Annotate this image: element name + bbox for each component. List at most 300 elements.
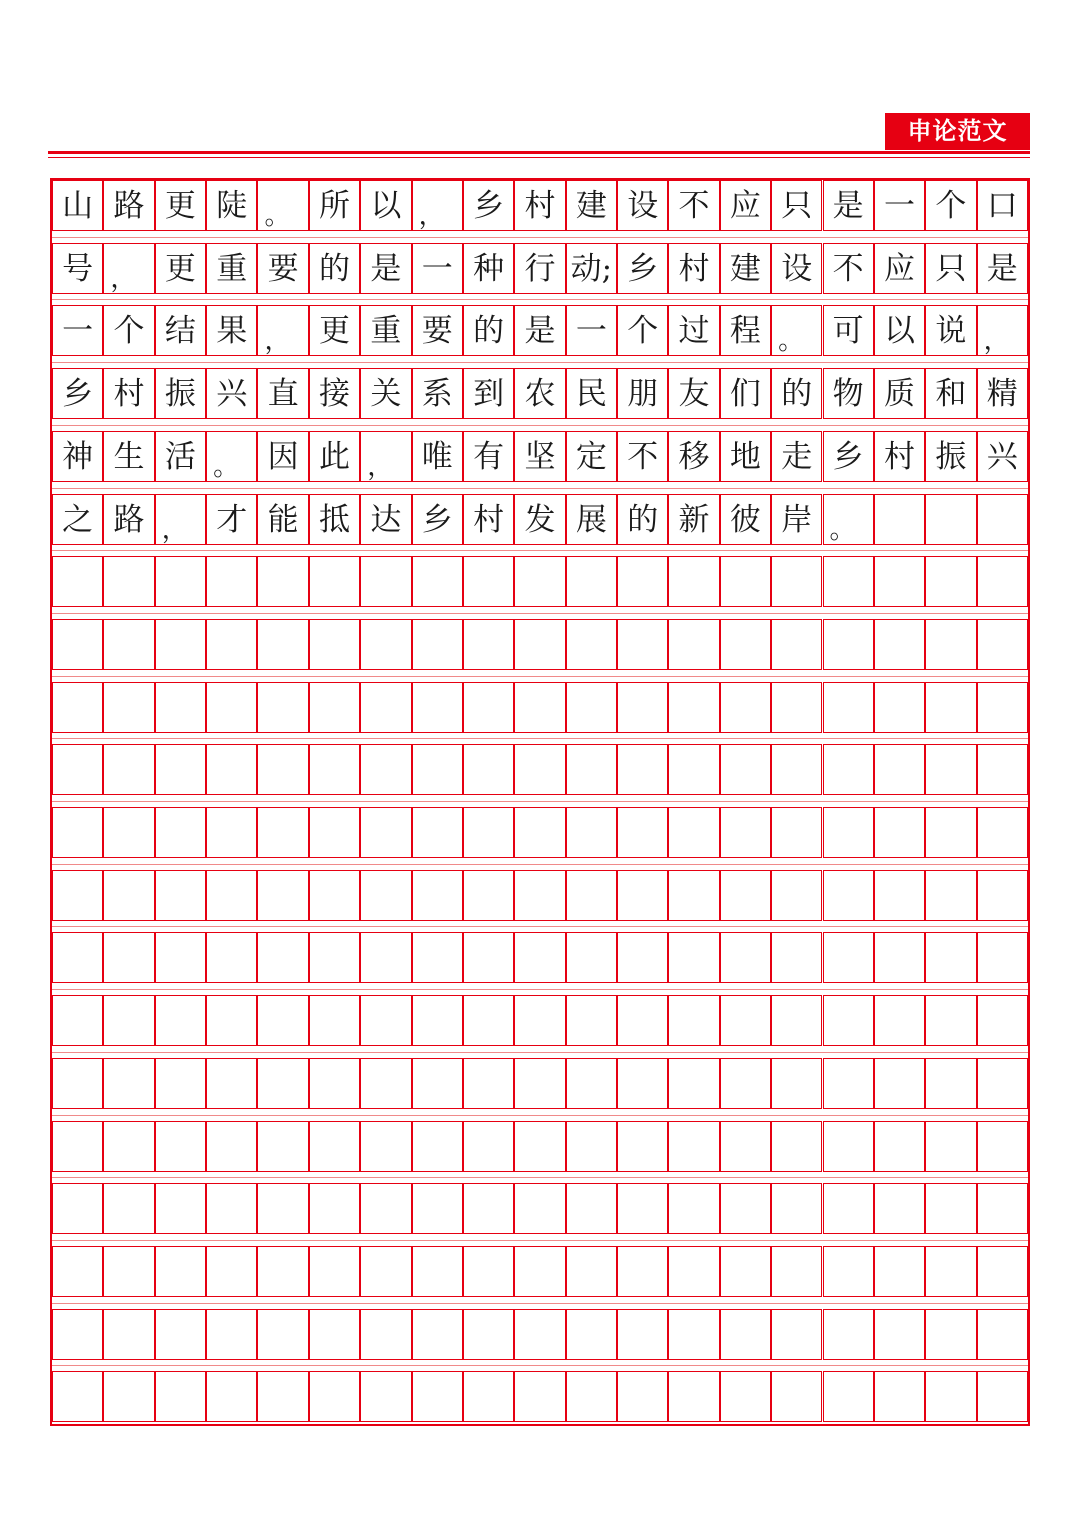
grid-cell: 到	[463, 368, 514, 419]
grid-cell	[155, 1183, 206, 1234]
grid-row	[52, 1058, 1028, 1109]
row-gap-line	[52, 550, 1028, 551]
grid-cell	[155, 870, 206, 921]
grid-cell	[206, 1121, 257, 1172]
grid-cell	[977, 1309, 1028, 1360]
grid-cell	[52, 1121, 103, 1172]
grid-cell	[463, 556, 514, 607]
grid-cell: 个	[617, 305, 668, 356]
grid-cell	[309, 1371, 360, 1422]
grid-cell	[566, 1371, 617, 1422]
grid-cell	[463, 1371, 514, 1422]
grid-cell	[206, 619, 257, 670]
grid-cell	[720, 1246, 771, 1297]
row-gap-line	[52, 1052, 1028, 1053]
grid-row	[52, 305, 1028, 356]
grid-cell: 村	[463, 494, 514, 545]
grid-cell	[925, 932, 976, 983]
grid-cell	[771, 870, 822, 921]
grid-cell: 村	[668, 243, 719, 294]
grid-cell: 路	[103, 494, 154, 545]
row-gap-line	[52, 1177, 1028, 1178]
grid-cell: 不	[617, 431, 668, 482]
grid-cell	[874, 556, 925, 607]
grid-cell: 此	[309, 431, 360, 482]
grid-cell	[103, 682, 154, 733]
grid-cell	[360, 556, 411, 607]
grid-cell: 建	[566, 180, 617, 231]
grid-row	[52, 870, 1028, 921]
grid-cell: 种	[463, 243, 514, 294]
grid-cell	[309, 807, 360, 858]
grid-cell	[925, 995, 976, 1046]
grid-cell	[514, 1371, 565, 1422]
grid-cell	[257, 1371, 308, 1422]
grid-cell	[103, 556, 154, 607]
grid-cell: 应	[874, 243, 925, 294]
grid-cell	[668, 932, 719, 983]
grid-cell	[925, 1309, 976, 1360]
grid-cell: 因	[257, 431, 308, 482]
grid-cell	[771, 1309, 822, 1360]
grid-cell: ，	[257, 305, 308, 356]
grid-cell	[103, 1371, 154, 1422]
grid-cell	[103, 1183, 154, 1234]
grid-cell	[463, 619, 514, 670]
row-gap-line	[52, 425, 1028, 426]
grid-cell	[360, 932, 411, 983]
grid-cell: 说	[925, 305, 976, 356]
grid-cell	[463, 1309, 514, 1360]
grid-cell: 是	[823, 180, 874, 231]
grid-cell	[720, 870, 771, 921]
grid-cell: 重	[360, 305, 411, 356]
grid-cell: 。	[823, 494, 874, 545]
grid-cell: 坚	[514, 431, 565, 482]
grid-row	[52, 368, 1028, 419]
grid-cell	[566, 556, 617, 607]
grid-cell: 的	[463, 305, 514, 356]
grid-cell: 直	[257, 368, 308, 419]
grid-cell	[360, 1309, 411, 1360]
grid-cell: 路	[103, 180, 154, 231]
grid-cell	[52, 682, 103, 733]
grid-cell: 以	[360, 180, 411, 231]
grid-cell: 只	[925, 243, 976, 294]
grid-cell	[720, 807, 771, 858]
grid-cell	[360, 1371, 411, 1422]
grid-cell	[52, 556, 103, 607]
grid-cell	[823, 1121, 874, 1172]
grid-cell	[52, 619, 103, 670]
grid-cell	[668, 1371, 719, 1422]
grid-cell	[771, 682, 822, 733]
grid-cell	[977, 932, 1028, 983]
grid-cell	[925, 682, 976, 733]
grid-cell	[257, 1246, 308, 1297]
grid-cell	[874, 995, 925, 1046]
grid-cell	[720, 744, 771, 795]
grid-cell	[412, 1246, 463, 1297]
grid-cell	[874, 744, 925, 795]
grid-cell: 振	[155, 368, 206, 419]
row-gap-line	[52, 738, 1028, 739]
grid-cell	[720, 1121, 771, 1172]
grid-cell	[925, 619, 976, 670]
grid-cell: 农	[514, 368, 565, 419]
grid-cell	[463, 1246, 514, 1297]
grid-cell	[566, 807, 617, 858]
grid-cell	[771, 744, 822, 795]
grid-cell	[103, 619, 154, 670]
grid-cell	[155, 1309, 206, 1360]
grid-cell	[463, 1058, 514, 1109]
grid-cell	[206, 744, 257, 795]
grid-cell: 重	[206, 243, 257, 294]
grid-cell	[771, 619, 822, 670]
grid-cell	[566, 995, 617, 1046]
header-rule-thick	[48, 151, 1030, 154]
grid-cell	[155, 995, 206, 1046]
grid-cell	[668, 1183, 719, 1234]
grid-row	[52, 995, 1028, 1046]
grid-cell	[823, 1246, 874, 1297]
grid-cell	[668, 807, 719, 858]
grid-cell	[514, 807, 565, 858]
grid-cell	[155, 1371, 206, 1422]
essay-type-badge: 申论范文	[885, 113, 1030, 150]
grid-cell	[668, 1058, 719, 1109]
grid-cell	[206, 682, 257, 733]
grid-row	[52, 1183, 1028, 1234]
grid-cell: 和	[925, 368, 976, 419]
grid-cell	[103, 932, 154, 983]
grid-cell	[463, 744, 514, 795]
grid-cell	[874, 1058, 925, 1109]
grid-cell: 应	[720, 180, 771, 231]
grid-cell	[874, 932, 925, 983]
grid-cell	[412, 1121, 463, 1172]
grid-cell: 。	[257, 180, 308, 231]
grid-cell: 一	[874, 180, 925, 231]
grid-cell	[617, 1309, 668, 1360]
grid-cell	[925, 494, 976, 545]
grid-row	[52, 807, 1028, 858]
grid-cell: 之	[52, 494, 103, 545]
grid-cell	[309, 619, 360, 670]
grid-cell	[206, 1058, 257, 1109]
grid-cell	[977, 995, 1028, 1046]
grid-cell: 的	[771, 368, 822, 419]
grid-cell	[617, 682, 668, 733]
grid-cell: 们	[720, 368, 771, 419]
manuscript-grid	[50, 178, 1030, 1426]
grid-cell	[668, 1309, 719, 1360]
grid-cell: 系	[412, 368, 463, 419]
grid-cell	[823, 932, 874, 983]
grid-cell	[720, 932, 771, 983]
grid-cell	[977, 494, 1028, 545]
grid-cell	[823, 1309, 874, 1360]
grid-cell	[360, 1183, 411, 1234]
grid-cell	[155, 619, 206, 670]
grid-cell: ，	[977, 305, 1028, 356]
grid-cell: 要	[412, 305, 463, 356]
grid-cell: 不	[668, 180, 719, 231]
grid-cell: 兴	[206, 368, 257, 419]
grid-cell	[566, 1183, 617, 1234]
grid-cell	[463, 1183, 514, 1234]
grid-cell: 移	[668, 431, 719, 482]
grid-cell	[617, 744, 668, 795]
grid-cell: 村	[514, 180, 565, 231]
grid-cell: 一	[566, 305, 617, 356]
grid-cell	[206, 1309, 257, 1360]
grid-cell	[617, 1121, 668, 1172]
grid-row	[52, 180, 1028, 231]
grid-cell: 山	[52, 180, 103, 231]
grid-cell	[823, 619, 874, 670]
grid-cell: 关	[360, 368, 411, 419]
grid-cell	[566, 932, 617, 983]
grid-cell	[257, 619, 308, 670]
grid-cell	[360, 870, 411, 921]
grid-cell	[720, 556, 771, 607]
grid-cell	[720, 995, 771, 1046]
grid-cell	[360, 807, 411, 858]
grid-cell: 不	[823, 243, 874, 294]
grid-cell: 能	[257, 494, 308, 545]
grid-cell	[206, 556, 257, 607]
grid-cell: 展	[566, 494, 617, 545]
grid-cell	[514, 744, 565, 795]
grid-cell	[668, 870, 719, 921]
grid-cell: 陡	[206, 180, 257, 231]
grid-cell	[514, 995, 565, 1046]
grid-cell: ，	[412, 180, 463, 231]
grid-cell	[52, 1183, 103, 1234]
grid-cell: 走	[771, 431, 822, 482]
grid-cell: 一	[52, 305, 103, 356]
grid-cell	[412, 1309, 463, 1360]
grid-cell	[617, 995, 668, 1046]
grid-cell	[514, 870, 565, 921]
grid-cell	[52, 1246, 103, 1297]
grid-cell: 是	[514, 305, 565, 356]
grid-cell	[103, 744, 154, 795]
grid-cell: 。	[771, 305, 822, 356]
grid-cell	[668, 1246, 719, 1297]
grid-cell	[309, 1246, 360, 1297]
row-gap-line	[52, 488, 1028, 489]
grid-cell	[977, 682, 1028, 733]
grid-cell	[412, 1183, 463, 1234]
grid-cell: 个	[103, 305, 154, 356]
grid-cell	[463, 995, 514, 1046]
grid-cell	[155, 932, 206, 983]
grid-cell	[566, 1058, 617, 1109]
row-gap-line	[52, 299, 1028, 300]
grid-cell	[720, 619, 771, 670]
grid-cell: 新	[668, 494, 719, 545]
grid-row	[52, 932, 1028, 983]
grid-cell	[566, 1121, 617, 1172]
grid-cell	[206, 807, 257, 858]
grid-cell	[309, 1058, 360, 1109]
grid-cell	[412, 682, 463, 733]
row-gap-line	[52, 801, 1028, 802]
grid-cell	[925, 1121, 976, 1172]
grid-cell	[874, 619, 925, 670]
row-gap-line	[52, 864, 1028, 865]
grid-cell	[668, 995, 719, 1046]
grid-cell	[412, 1371, 463, 1422]
grid-cell: 友	[668, 368, 719, 419]
grid-cell	[720, 1183, 771, 1234]
grid-cell	[360, 744, 411, 795]
grid-cell	[412, 995, 463, 1046]
grid-cell	[617, 807, 668, 858]
grid-cell	[566, 1246, 617, 1297]
grid-cell	[566, 682, 617, 733]
grid-cell	[617, 1246, 668, 1297]
grid-cell: 质	[874, 368, 925, 419]
grid-cell	[668, 744, 719, 795]
grid-cell	[412, 744, 463, 795]
grid-cell: 精	[977, 368, 1028, 419]
grid-cell	[155, 744, 206, 795]
grid-cell: 号	[52, 243, 103, 294]
grid-cell	[103, 1309, 154, 1360]
grid-cell: 物	[823, 368, 874, 419]
grid-cell: 兴	[977, 431, 1028, 482]
grid-cell	[412, 619, 463, 670]
grid-cell: 接	[309, 368, 360, 419]
grid-row	[52, 556, 1028, 607]
grid-cell	[155, 556, 206, 607]
grid-cell	[771, 1058, 822, 1109]
grid-cell	[206, 1246, 257, 1297]
grid-cell	[771, 995, 822, 1046]
grid-cell	[360, 1246, 411, 1297]
grid-cell	[257, 870, 308, 921]
grid-cell	[514, 1309, 565, 1360]
grid-cell	[257, 744, 308, 795]
grid-cell	[566, 744, 617, 795]
grid-row	[52, 1246, 1028, 1297]
grid-cell: 地	[720, 431, 771, 482]
grid-cell	[257, 932, 308, 983]
grid-cell	[771, 807, 822, 858]
grid-row	[52, 744, 1028, 795]
row-gap-line	[52, 926, 1028, 927]
grid-cell	[566, 870, 617, 921]
grid-cell	[412, 870, 463, 921]
grid-row	[52, 619, 1028, 670]
grid-cell	[103, 1246, 154, 1297]
grid-cell: 可	[823, 305, 874, 356]
grid-cell	[925, 744, 976, 795]
grid-cell: 的	[617, 494, 668, 545]
grid-cell	[206, 1183, 257, 1234]
grid-cell	[823, 807, 874, 858]
row-gap-line	[52, 1240, 1028, 1241]
grid-cell	[874, 1246, 925, 1297]
grid-cell	[617, 1371, 668, 1422]
grid-cell	[514, 1183, 565, 1234]
grid-cell	[52, 870, 103, 921]
grid-cell	[155, 807, 206, 858]
grid-cell	[925, 1183, 976, 1234]
grid-cell	[823, 870, 874, 921]
grid-cell	[668, 1121, 719, 1172]
grid-cell	[977, 807, 1028, 858]
grid-cell	[257, 1121, 308, 1172]
grid-row	[52, 1371, 1028, 1422]
grid-cell	[874, 1371, 925, 1422]
grid-cell	[823, 1371, 874, 1422]
grid-cell	[514, 556, 565, 607]
grid-cell	[874, 1121, 925, 1172]
grid-cell: 动;	[566, 243, 617, 294]
grid-cell: 朋	[617, 368, 668, 419]
grid-cell	[155, 1058, 206, 1109]
grid-cell	[874, 1183, 925, 1234]
grid-cell	[925, 870, 976, 921]
grid-cell	[309, 1121, 360, 1172]
grid-cell	[566, 1309, 617, 1360]
grid-cell	[823, 744, 874, 795]
grid-cell	[617, 932, 668, 983]
grid-cell	[823, 995, 874, 1046]
grid-cell	[360, 619, 411, 670]
grid-cell: 一	[412, 243, 463, 294]
grid-cell: 民	[566, 368, 617, 419]
grid-cell	[514, 1121, 565, 1172]
grid-cell	[52, 1371, 103, 1422]
grid-cell	[309, 870, 360, 921]
grid-cell	[206, 932, 257, 983]
grid-cell	[155, 1121, 206, 1172]
grid-cell	[874, 807, 925, 858]
grid-cell	[720, 1058, 771, 1109]
grid-cell	[463, 807, 514, 858]
grid-cell	[823, 556, 874, 607]
row-gap-line	[52, 362, 1028, 363]
grid-cell	[823, 1183, 874, 1234]
grid-cell	[463, 682, 514, 733]
grid-cell: 定	[566, 431, 617, 482]
grid-row	[52, 494, 1028, 545]
grid-cell	[257, 995, 308, 1046]
grid-cell	[617, 1058, 668, 1109]
grid-cell	[925, 1371, 976, 1422]
grid-cell: 是	[360, 243, 411, 294]
grid-cell	[103, 1058, 154, 1109]
grid-cell	[309, 744, 360, 795]
grid-cell	[309, 682, 360, 733]
grid-cell: 个	[925, 180, 976, 231]
grid-cell	[977, 870, 1028, 921]
grid-cell: ，	[155, 494, 206, 545]
grid-cell: 岸	[771, 494, 822, 545]
grid-cell	[360, 1121, 411, 1172]
grid-cell: 设	[617, 180, 668, 231]
grid-cell	[823, 682, 874, 733]
grid-cell	[771, 556, 822, 607]
grid-cell	[977, 1121, 1028, 1172]
grid-cell	[309, 556, 360, 607]
